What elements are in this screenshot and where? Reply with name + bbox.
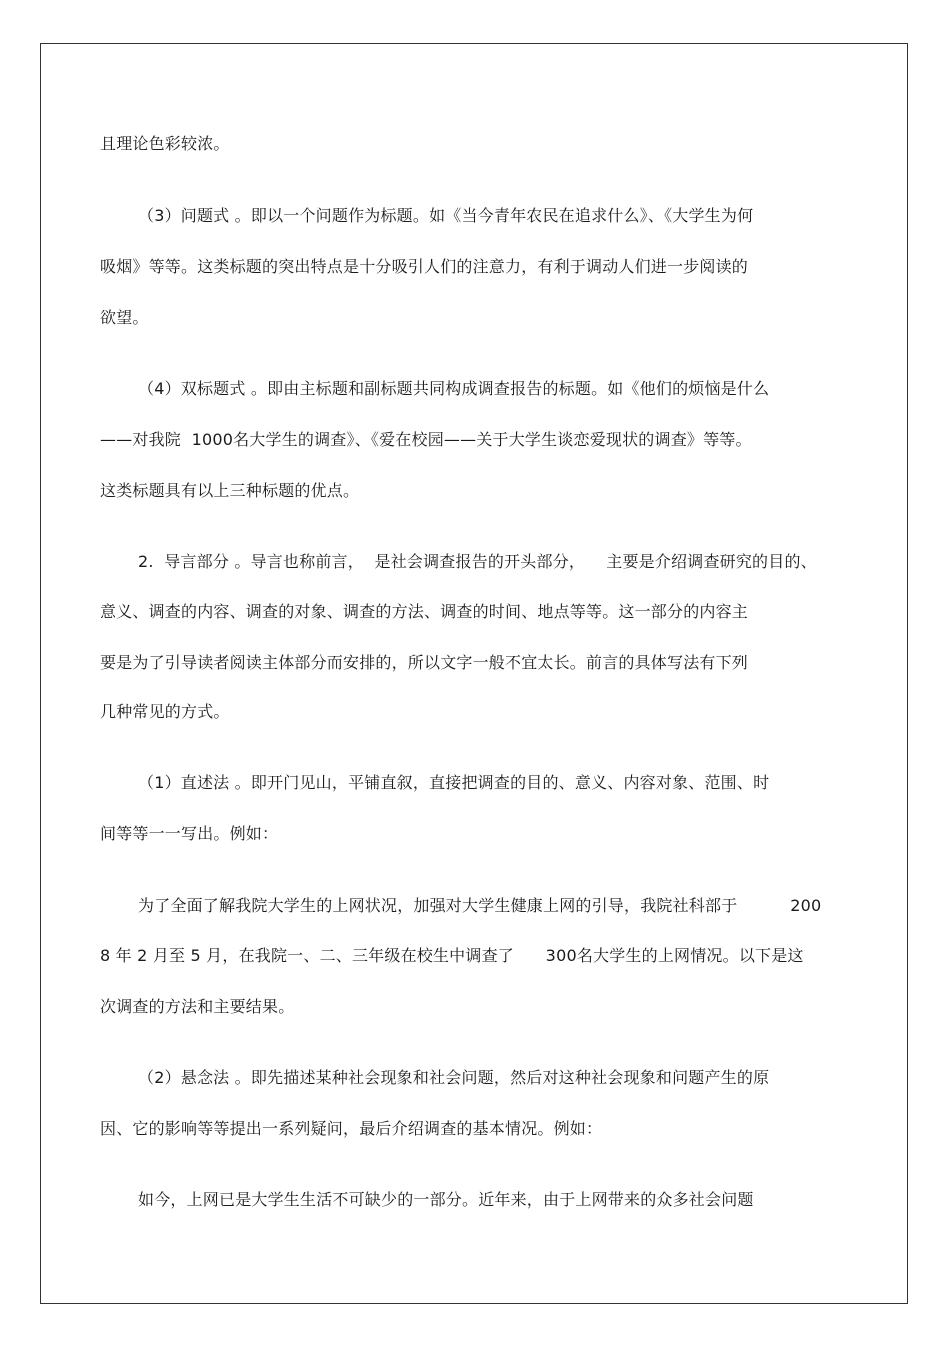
text-line-19: 如今，上网已是大学生生活不可缺少的一部分。近年来，由于上网带来的众多社会问题: [138, 1190, 754, 1209]
text-line-11: 几种常见的方式。: [100, 702, 230, 721]
text-line-6: ——对我院 1000名大学生的调查》、《爱在校园——关于大学生谈恋爱现状的调查》等等。: [100, 430, 752, 449]
text-line-14: 为了全面了解我院大学生的上网状况，加强对大学生健康上网的引导，我院社科部于 200: [138, 896, 822, 915]
text-line-15: 8 年 2 月至 5 月，在我院一、二、三年级在校生中调查了 300名大学生的上网情况。以下是这: [100, 946, 804, 965]
text-line-10: 要是为了引导读者阅读主体部分而安排的，所以文字一般不宜太长。前言的具体写法有下列: [100, 653, 749, 672]
text-line-7: 这类标题具有以上三种标题的优点。: [100, 481, 360, 500]
text-line-5: （4）双标题式 。即由主标题和副标题共同构成调查报告的标题。如《他们的烦恼是什么: [138, 379, 770, 398]
text-line-12: （1）直述法 。即开门见山，平铺直叙，直接把调查的目的、意义、内容对象、范围、时: [138, 773, 770, 792]
text-line-8: 2. 导言部分 。导言也称前言， 是社会调查报告的开头部分， 主要是介绍调查研究的目的、: [138, 552, 817, 571]
page-frame: [40, 43, 908, 1304]
text-line-16: 次调查的方法和主要结果。: [100, 997, 295, 1016]
text-line-18: 因、它的影响等等提出一系列疑问，最后介绍调查的基本情况。例如：: [100, 1119, 603, 1138]
text-line-9: 意义、调查的内容、调查的对象、调查的方法、调查的时间、地点等等。这一部分的内容主: [100, 602, 749, 621]
text-line-13: 间等等一一写出。例如：: [100, 824, 279, 843]
text-line-1: 且理论色彩较浓。: [100, 134, 230, 153]
text-line-4: 欲望。: [100, 308, 149, 327]
text-line-17: （2）悬念法 。即先描述某种社会现象和社会问题，然后对这种社会现象和问题产生的原: [138, 1068, 770, 1087]
text-line-2: （3）问题式 。即以一个问题作为标题。如《当今青年农民在追求什么》、《大学生为何: [138, 206, 754, 225]
text-line-3: 吸烟》等等。这类标题的突出特点是十分吸引人们的注意力，有利于调动人们进一步阅读的: [100, 257, 749, 276]
